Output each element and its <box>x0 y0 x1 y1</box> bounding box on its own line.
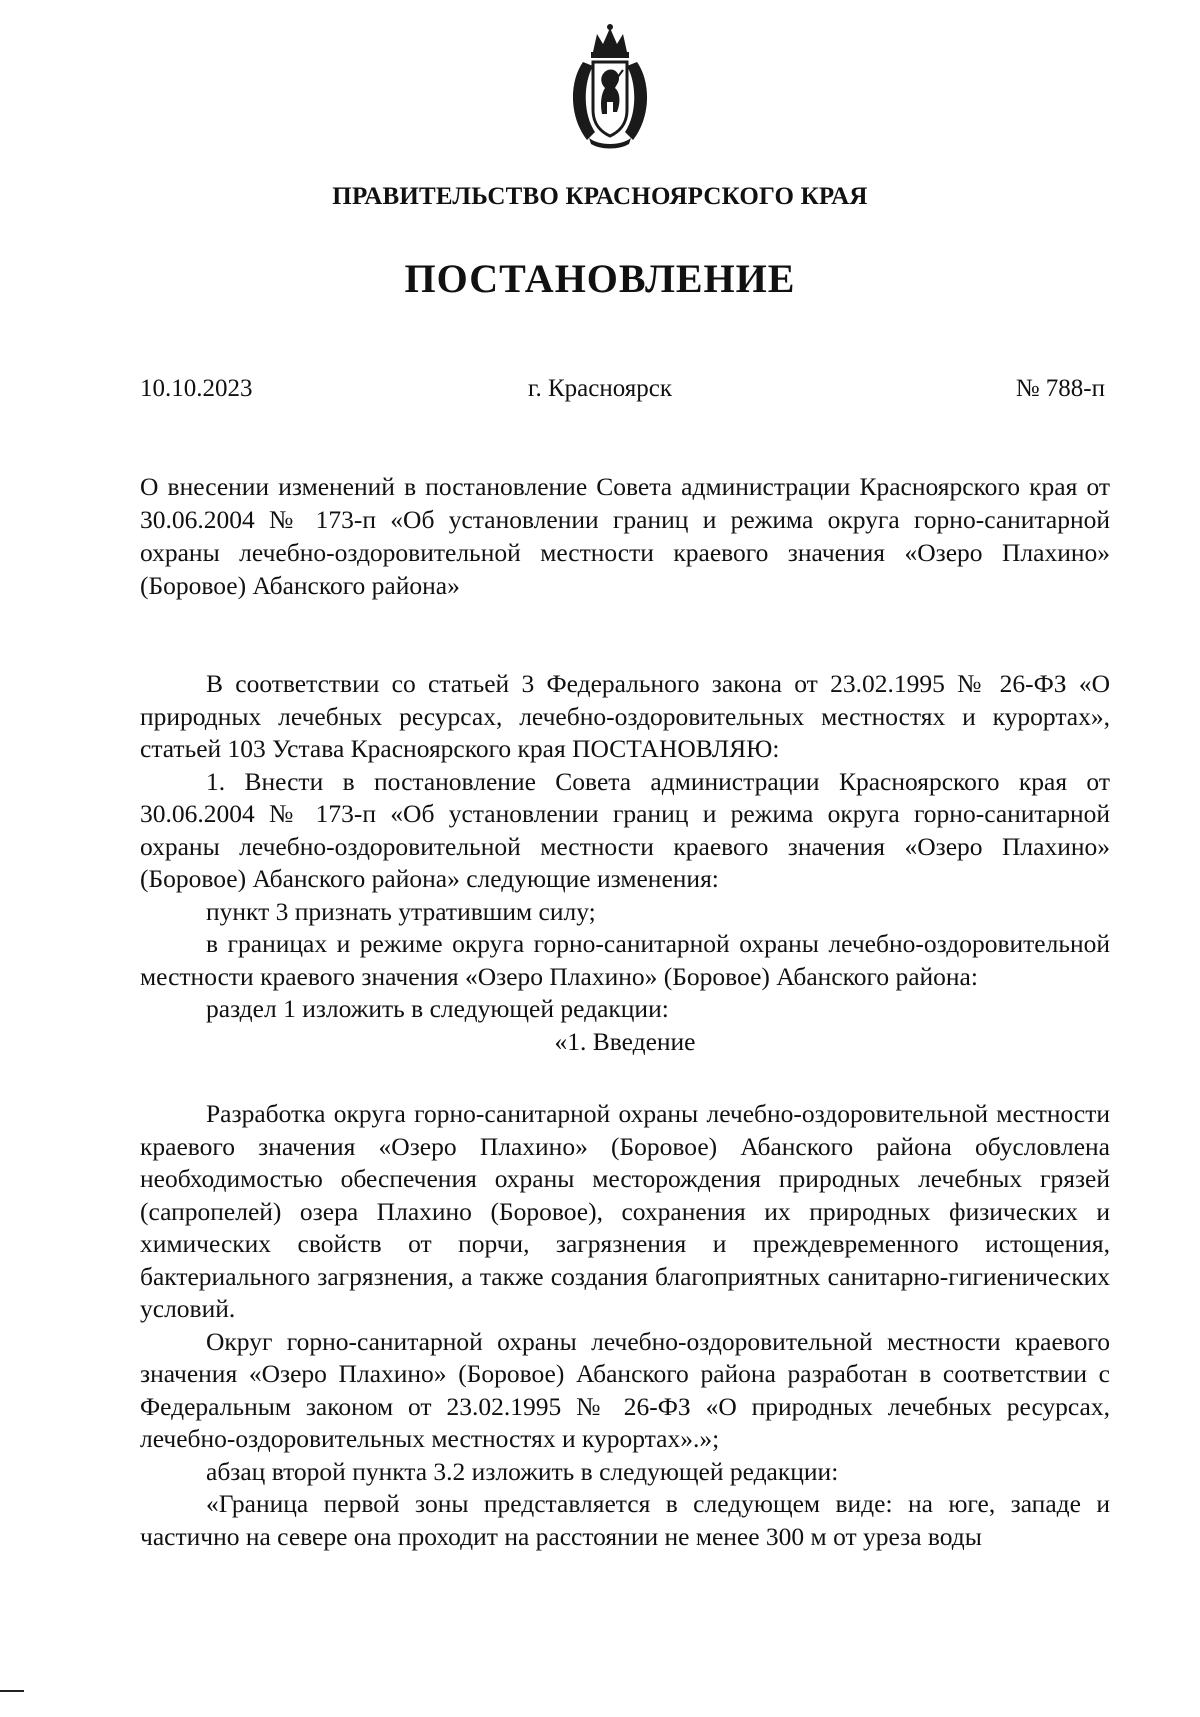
coat-of-arms-icon <box>565 22 655 150</box>
document-body <box>140 668 1110 1553</box>
paragraph-first-zone: «Граница первой зоны представляется в следующем виде: на юге, западе и частично на севере она проходит на расстоянии не менее 300 м от уреза воды <box>140 1489 1110 1551</box>
document-title: О внесении изменений в постановление Совета администрации Красноярского края от 30.06.2004 № 173-п «Об установлении границ и режима округа горно-санитарной охраны лечебно-оздоровительной местности краевого значения «Озеро Плахино» (Боровое) Абанского района» <box>140 472 1110 600</box>
paragraph-item-3-repeal: пункт 3 признать утратившим силу; <box>206 896 596 926</box>
document-type: ПОСТАНОВЛЕНИЕ <box>404 256 796 301</box>
scan-mark <box>0 1690 24 1692</box>
issuing-authority: ПРАВИТЕЛЬСТВО КРАСНОЯРСКОГО КРАЯ <box>332 183 868 210</box>
document-city: г. Красноярск <box>528 375 672 402</box>
paragraph-district: Округ горно-санитарной охраны лечебно-оздоровительной местности краевого значения «Озеро Плахино» (Боровое) Абанского района разработан в соответствии с Федеральным законом от 23.02.1995 № 26-ФЗ «О природных лечебных ресурсах, лечебно-оздоровительных местностях и курортах».»; <box>140 1326 1110 1453</box>
paragraph-preamble: В соответствии со статьей 3 Федерального закона от 23.02.1995 № 26-ФЗ «О природных лечебных ресурсах, лечебно-оздоровительных местностях и курортах», статьей 103 Устава Красноярского края ПОСТАНОВЛЯЮ: <box>140 669 1110 763</box>
document-date: 10.10.2023 <box>140 375 253 402</box>
paragraph-development: Разработка округа горно-санитарной охраны лечебно-оздоровительной местности краевого значения «Озеро Плахино» (Боровое) Абанского района обусловлена необходимостью обеспечения охраны месторождения природных лечебных грязей (сапропелей) озера Плахино (Боровое), сохранения их природных физических и химических свойств от порчи, загрязнения и преждевременного истощения, бактериального загрязнения, а также создания благоприятных санитарно-гигиенических условий. <box>140 1099 1110 1323</box>
paragraph-item-1: 1. Внести в постановление Совета администрации Красноярского края от 30.06.2004 № 173-п «Об установлении границ и режима округа горно-санитарной охраны лечебно-оздоровительной местности краевого значения «Озеро Плахино» (Боровое) Абанского района» следующие изменения: <box>140 766 1110 893</box>
paragraph-section-1: раздел 1 изложить в следующей редакции: <box>206 994 669 1023</box>
section-heading: «1. Введение <box>554 1026 696 1056</box>
paragraph-boundaries: в границах и режиме округа горно-санитарной охраны лечебно-оздоровительной местности краевого значения «Озеро Плахино» (Боровое) Абанского района: <box>140 929 1110 991</box>
paragraph-clause-3-2: абзац второй пункта 3.2 изложить в следующей редакции: <box>206 1456 839 1486</box>
document-number: № 788-п <box>1015 375 1105 402</box>
